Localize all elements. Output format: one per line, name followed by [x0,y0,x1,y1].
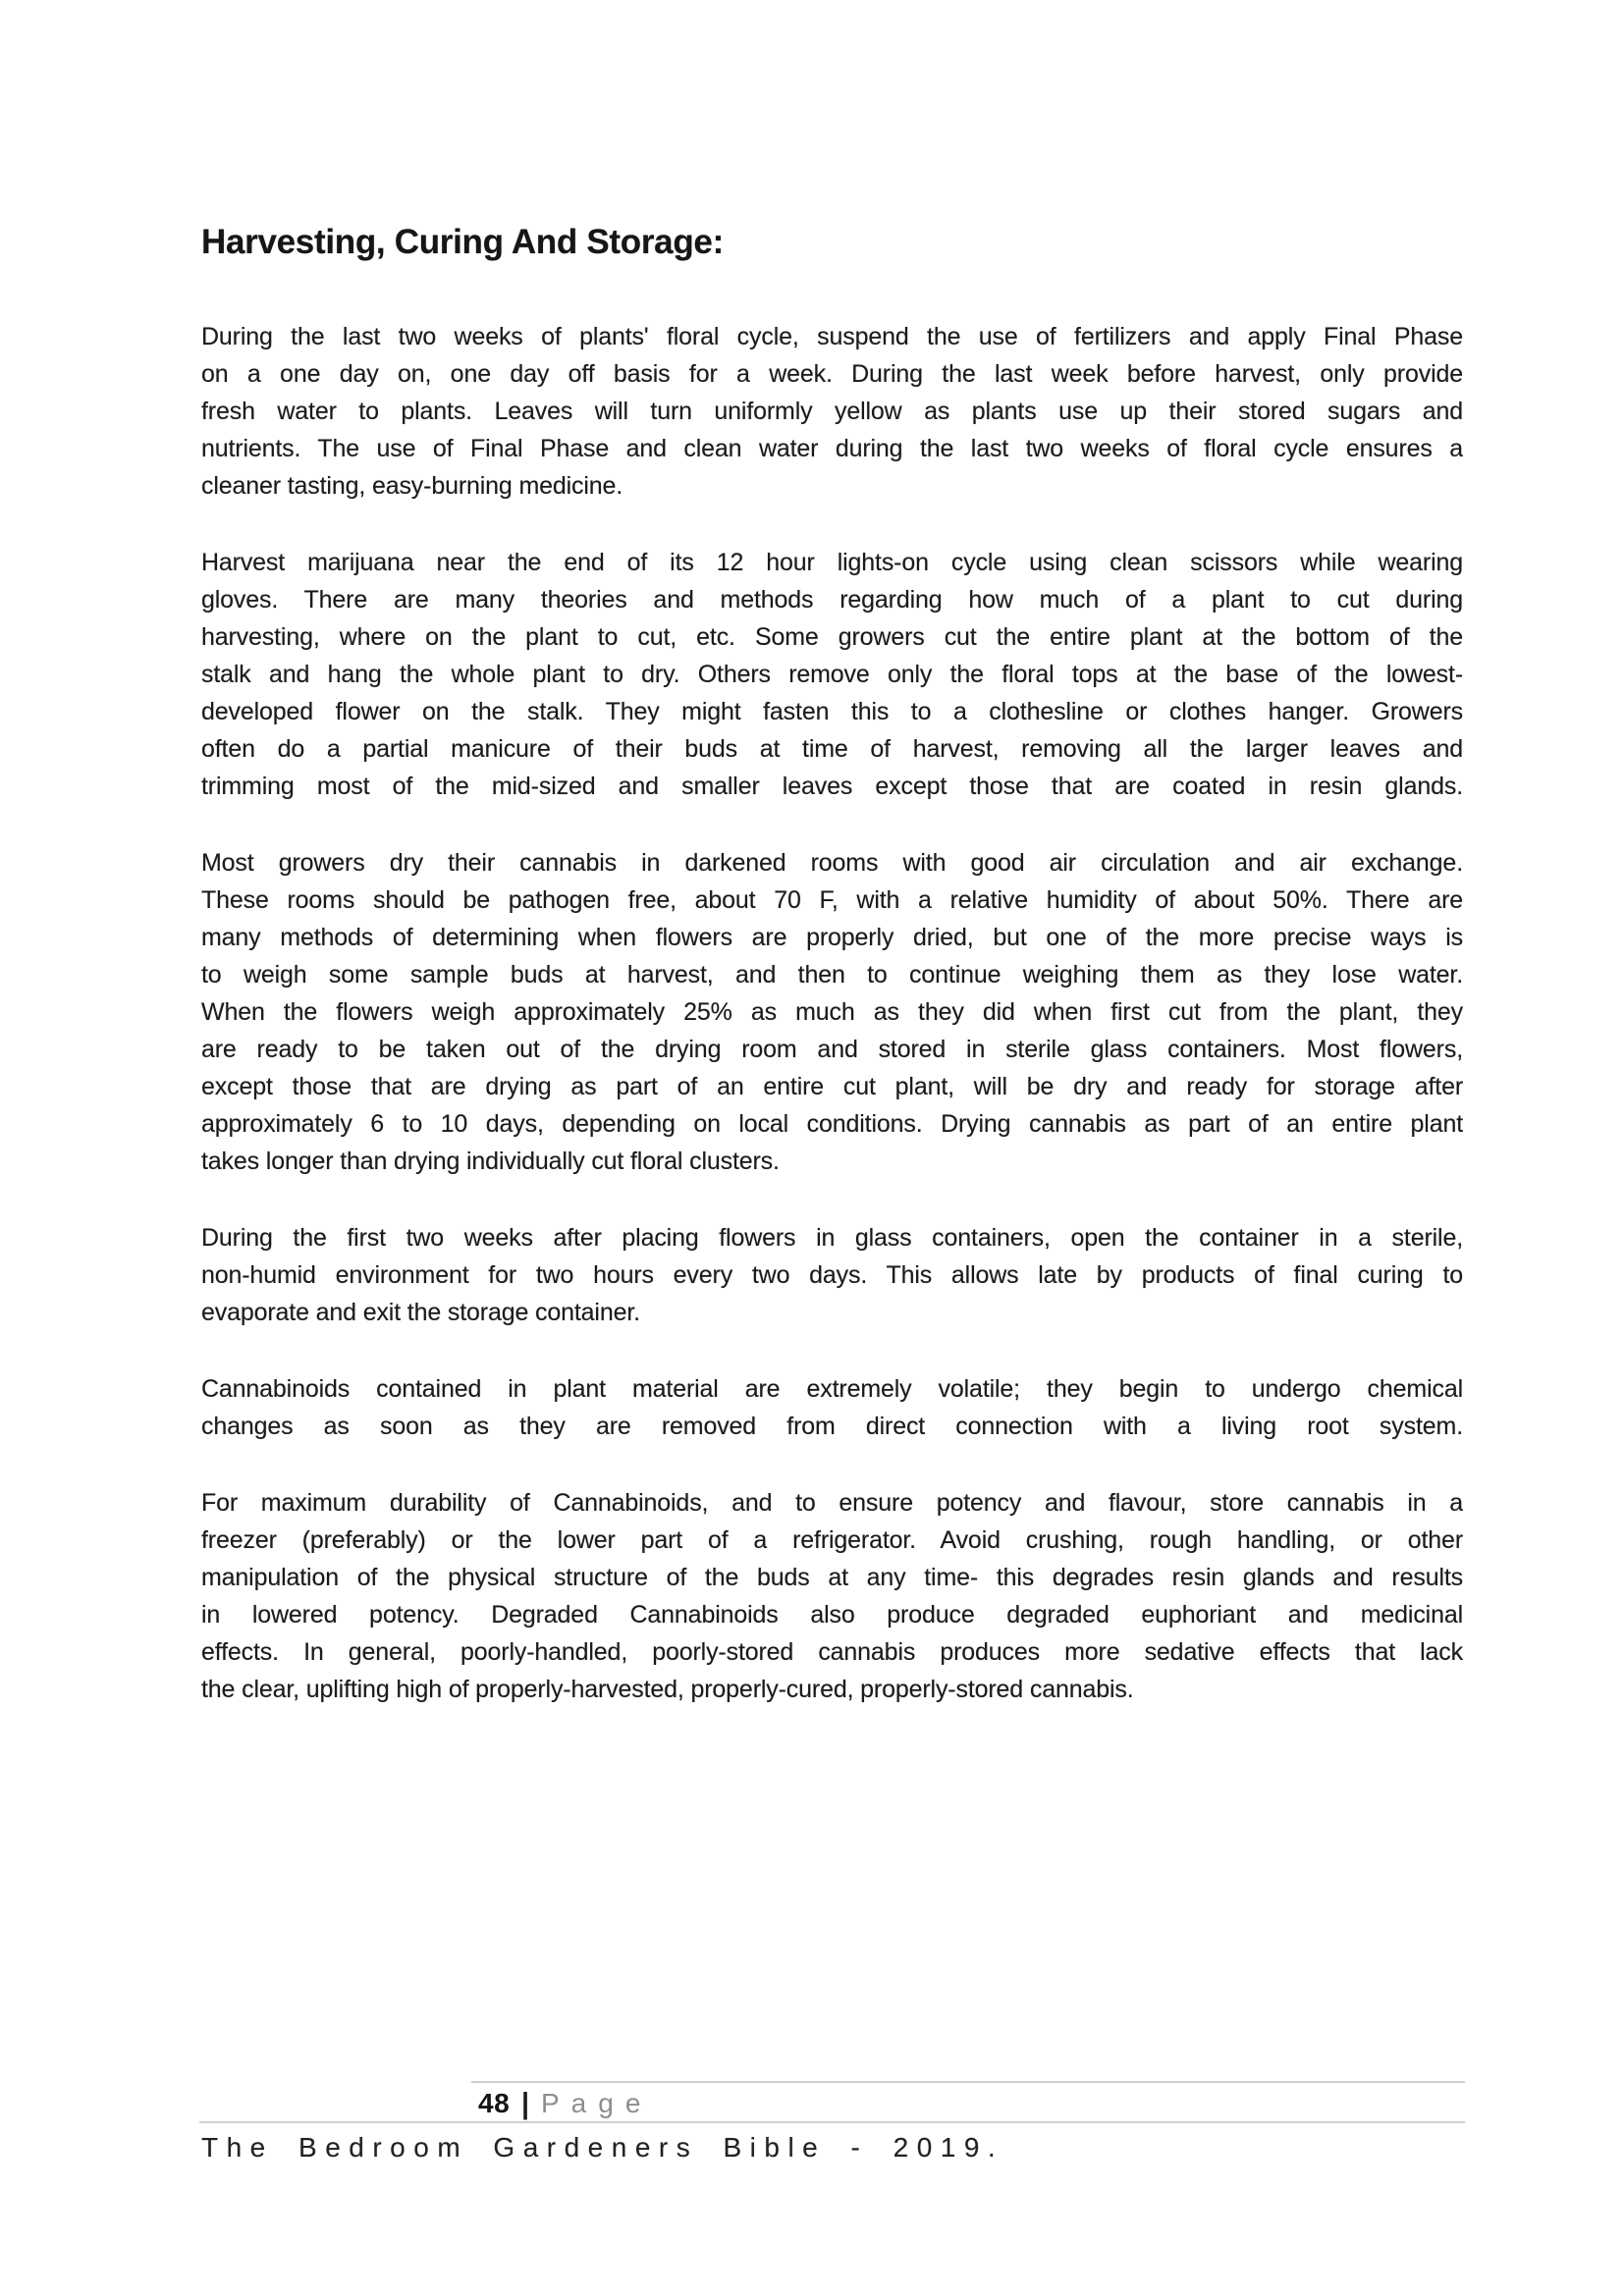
text-line: freezer (preferably) or the lower part of a refrigerator. Avoid crushing, rough handling, or other [201,1526,1463,1554]
text-line: effects. In general, poorly-handled, poorly-stored cannabis produces more sedative effects that lack [201,1638,1463,1666]
body-paragraph [201,544,1463,805]
text-line: trimming most of the mid-sized and smaller leaves except those that are coated in resin glands. [201,773,1463,800]
text-line: many methods of determining when flowers are properly dried, but one of the more precise ways is [201,924,1463,951]
text-line: developed flower on the stalk. They might fasten this to a clothesline or clothes hanger. Growers [201,698,1463,725]
text-line: cleaner tasting, easy-burning medicine. [201,472,623,500]
pipe-separator-icon: | [521,2086,529,2120]
text-line: stalk and hang the whole plant to dry. Others remove only the floral tops at the base of the lowest- [201,661,1463,688]
text-line: During the last two weeks of plants' floral cycle, suspend the use of fertilizers and apply Final Phase [201,323,1463,350]
text-line: evaporate and exit the storage container. [201,1299,640,1326]
text-line: nutrients. The use of Final Phase and clean water during the last two weeks of floral cycle ensures a [201,435,1463,462]
text-line: Cannabinoids contained in plant material are extremely volatile; they begin to undergo chemical [201,1375,1463,1403]
body-paragraph [201,1370,1463,1445]
text-line: changes as soon as they are removed from direct connection with a living root system. [201,1413,1463,1440]
footer-page-line [478,2087,652,2120]
text-line: approximately 6 to 10 days, depending on local conditions. Drying cannabis as part of an entire plant [201,1110,1463,1138]
body-text-block [201,318,1463,1708]
text-line: are ready to be taken out of the drying room and stored in sterile glass containers. Most flowers, [201,1036,1463,1063]
text-line: on a one day on, one day off basis for a week. During the last week before harvest, only provide [201,360,1463,388]
text-line: takes longer than drying individually cut floral clusters. [201,1148,780,1175]
book-title: The Bedroom Gardeners Bible - 2019. [201,2132,1004,2163]
body-paragraph [201,844,1463,1180]
text-line: Harvest marijuana near the end of its 12 hour lights-on cycle using clean scissors while wearing [201,549,1463,576]
text-line: During the first two weeks after placing flowers in glass containers, open the container in a sterile, [201,1224,1463,1252]
text-line: the clear, uplifting high of properly-harvested, properly-cured, properly-stored cannabis. [201,1676,1134,1703]
text-line: Most growers dry their cannabis in darkened rooms with good air circulation and air exchange. [201,849,1463,877]
body-paragraph [201,1484,1463,1708]
text-line: harvesting, where on the plant to cut, etc. Some growers cut the entire plant at the bottom of the [201,623,1463,651]
footer-rule-top [471,2081,1465,2083]
page-number: 48 [478,2088,511,2118]
body-paragraph [201,1219,1463,1331]
page-word: Page [541,2088,653,2118]
text-line: gloves. There are many theories and methods regarding how much of a plant to cut during [201,586,1463,614]
text-line: in lowered potency. Degraded Cannabinoids also produce degraded euphoriant and medicinal [201,1601,1463,1629]
body-paragraph [201,318,1463,505]
text-line: except those that are drying as part of an entire cut plant, will be dry and ready for storage after [201,1073,1463,1100]
text-line: non-humid environment for two hours every two days. This allows late by products of final curing to [201,1261,1463,1289]
page-title: Harvesting, Curing And Storage: [201,223,724,262]
footer-rule-bottom [199,2121,1465,2123]
text-line: These rooms should be pathogen free, about 70 F, with a relative humidity of about 50%. There are [201,886,1463,914]
text-line: manipulation of the physical structure of the buds at any time- this degrades resin glands and results [201,1564,1463,1591]
text-line: to weigh some sample buds at harvest, and then to continue weighing them as they lose water. [201,961,1463,988]
text-line: When the flowers weigh approximately 25% as much as they did when first cut from the plant, they [201,998,1463,1026]
text-line: For maximum durability of Cannabinoids, and to ensure potency and flavour, store cannabis in a [201,1489,1463,1517]
text-line: fresh water to plants. Leaves will turn uniformly yellow as plants use up their stored sugars and [201,398,1463,425]
text-line: often do a partial manicure of their buds at time of harvest, removing all the larger leaves and [201,735,1463,763]
